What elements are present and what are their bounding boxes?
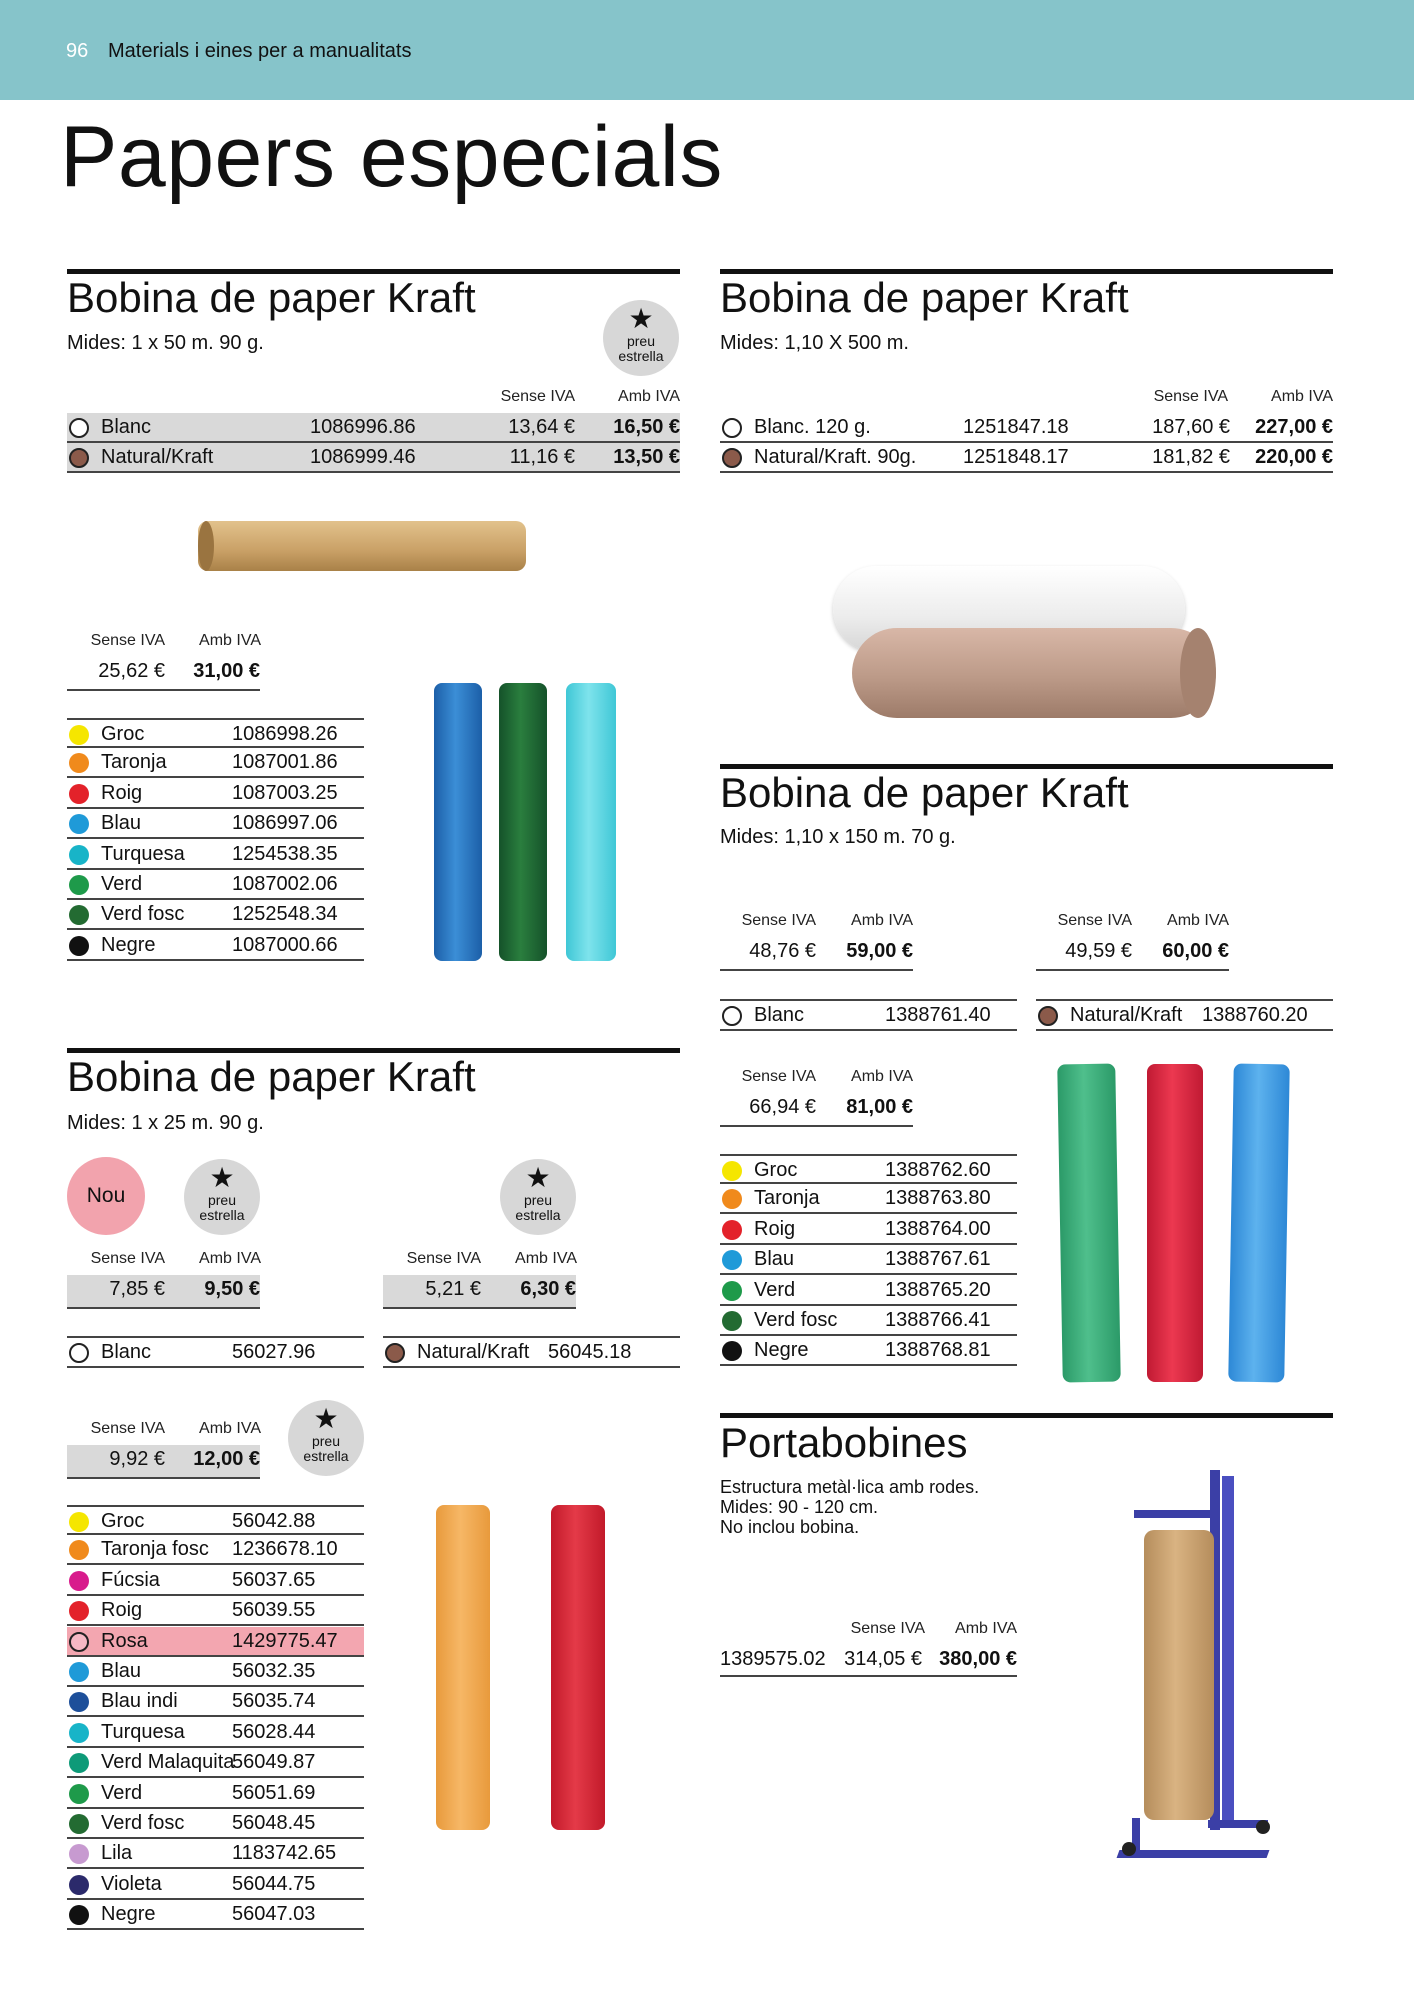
color-label: Blau: [754, 1248, 795, 1271]
color-label: Verd: [101, 1781, 143, 1804]
header-sense-iva: Sense IVA: [741, 912, 816, 929]
color-label: Verd: [754, 1278, 796, 1301]
section-title: Bobina de paper Kraft: [720, 274, 1129, 321]
color-label: Verd fosc: [101, 1812, 185, 1834]
description-line: Estructura metàl·lica amb rodes.: [720, 1477, 980, 1497]
product-code: 56047.03: [232, 1903, 316, 1926]
color-swatch: [69, 1632, 89, 1652]
color-row: [67, 1505, 364, 1535]
red-roll-image: [551, 1505, 605, 1830]
color-swatch: [69, 753, 89, 773]
color-swatch: [69, 1692, 89, 1712]
section-subtitle: Mides: 1,10 X 500 m.: [720, 332, 909, 354]
color-row: [720, 1336, 1017, 1366]
color-swatch: [69, 1905, 89, 1925]
header-sense-iva: Sense IVA: [90, 1420, 165, 1437]
description-line: No inclou bobina.: [720, 1517, 860, 1537]
color-row: [67, 1718, 364, 1748]
price-row: 48,76 € 59,00 €: [720, 937, 913, 971]
product-code: 1087000.66: [232, 933, 338, 956]
orange-roll-image: [436, 1505, 490, 1830]
color-row: [720, 1215, 1017, 1245]
color-row: [67, 748, 364, 778]
header-amb-iva: Amb IVA: [851, 912, 913, 929]
price-row: 5,21 € 6,30 €: [383, 1275, 576, 1309]
product-code: 56048.45: [232, 1812, 316, 1834]
star-icon: ★: [628, 303, 654, 334]
preu-estrella-badge: ★ preu estrella: [184, 1159, 260, 1235]
color-swatch: [69, 1814, 89, 1834]
green-roll-image: [499, 683, 547, 961]
section-subtitle: Mides: 1 x 25 m. 90 g.: [67, 1112, 264, 1134]
color-row: [67, 779, 364, 809]
color-label: Violeta: [101, 1872, 162, 1895]
color-row: [67, 1809, 364, 1839]
color-row: [720, 1184, 1017, 1214]
table-row: Natural/Kraft 1086999.46 11,16 € 13,50 €: [67, 443, 680, 473]
color-swatch: [69, 1784, 89, 1804]
color-label: Roig: [754, 1217, 796, 1240]
product-code: 1236678.10: [232, 1538, 338, 1561]
color-label: Turquesa: [101, 842, 185, 865]
color-swatch: [1038, 1006, 1058, 1026]
color-label: Rosa: [101, 1629, 148, 1652]
product-code: 1252548.34: [232, 903, 338, 926]
product-code: 1086998.26: [232, 723, 338, 745]
header-sense-iva: Sense IVA: [741, 1068, 816, 1085]
color-label: Negre: [101, 933, 156, 956]
color-label: Blau: [101, 1660, 142, 1682]
color-swatch: [69, 814, 89, 834]
star-icon: ★: [313, 1403, 339, 1434]
product-code: 56039.55: [232, 1599, 316, 1622]
top-bar: [0, 0, 1414, 100]
color-row: [720, 1245, 1017, 1275]
color-swatch: [722, 1220, 742, 1240]
color-label: Groc: [101, 723, 145, 745]
product-code: 1388767.61: [885, 1248, 991, 1271]
color-swatch: [69, 1662, 89, 1682]
table-row: Blanc 56027.96: [67, 1336, 364, 1368]
color-label: Taronja fosc: [101, 1538, 209, 1561]
product-code: 1388763.80: [885, 1187, 991, 1210]
section-name: Materials i eines per a manualitats: [108, 40, 412, 62]
color-label: Blau: [101, 812, 142, 835]
product-code: 56035.74: [232, 1690, 316, 1713]
color-row: [67, 1687, 364, 1717]
color-swatch: [722, 448, 742, 468]
color-swatch: [69, 1601, 89, 1621]
color-row: [67, 1566, 364, 1596]
price-row: 7,85 € 9,50 €: [67, 1275, 260, 1309]
green-roll-image: [1057, 1064, 1121, 1383]
product-code: 1388762.60: [885, 1159, 991, 1181]
color-swatch: [722, 1311, 742, 1331]
header-sense-iva: Sense IVA: [90, 632, 165, 649]
color-label: Groc: [754, 1159, 798, 1181]
product-code: 56042.88: [232, 1510, 316, 1532]
section-rule: [720, 1413, 1333, 1418]
header-amb-iva: Amb IVA: [199, 632, 261, 649]
color-swatch: [69, 1723, 89, 1743]
product-code: 56028.44: [232, 1720, 316, 1743]
table-row: Blanc 1086996.86 13,64 € 16,50 €: [67, 413, 680, 443]
star-icon: ★: [209, 1162, 235, 1193]
color-label: Taronja: [754, 1187, 820, 1210]
section-subtitle: Mides: 1 x 50 m. 90 g.: [67, 332, 264, 354]
header-sense-iva: Sense IVA: [406, 1250, 481, 1267]
color-label: Negre: [101, 1903, 156, 1926]
color-row: [67, 1596, 364, 1626]
header-sense-iva: Sense IVA: [500, 388, 575, 405]
color-row: [67, 1779, 364, 1809]
preu-estrella-badge: ★ preu estrella: [603, 300, 679, 376]
product-code: 1388765.20: [885, 1278, 991, 1301]
color-row: [67, 1535, 364, 1565]
color-swatch: [69, 936, 89, 956]
header-amb-iva: Amb IVA: [199, 1250, 261, 1267]
table-row: Natural/Kraft 56045.18: [383, 1336, 680, 1368]
color-row: [67, 1627, 364, 1657]
color-label: Negre: [754, 1339, 809, 1362]
header-amb-iva: Amb IVA: [199, 1420, 261, 1437]
color-swatch: [722, 1161, 742, 1181]
color-row: [67, 1839, 364, 1869]
color-row: [67, 840, 364, 870]
description-line: Mides: 90 - 120 cm.: [720, 1497, 879, 1517]
color-row: [67, 1870, 364, 1900]
color-row: [67, 1748, 364, 1778]
color-label: Verd fosc: [101, 903, 185, 926]
color-row: [67, 809, 364, 839]
product-code: 1388768.81: [885, 1339, 991, 1362]
product-code: 1254538.35: [232, 842, 338, 865]
section-title: Bobina de paper Kraft: [67, 274, 476, 321]
section-title: Bobina de paper Kraft: [67, 1053, 476, 1100]
color-row: [67, 718, 364, 748]
product-code: 1087001.86: [232, 751, 338, 774]
color-swatch: [69, 1753, 89, 1773]
color-label: Roig: [101, 781, 143, 804]
product-code: 1388766.41: [885, 1309, 991, 1331]
price-row: 49,59 € 60,00 €: [1036, 937, 1229, 971]
kraft-roll-image: [198, 521, 526, 571]
color-label: Verd fosc: [754, 1309, 838, 1331]
color-swatch: [69, 784, 89, 804]
section-title: Portabobines: [720, 1419, 968, 1466]
red-roll-image: [1147, 1064, 1203, 1382]
preu-estrella-badge: ★ preu estrella: [288, 1400, 364, 1476]
table-row: Blanc. 120 g. 1251847.18 187,60 € 227,00 €: [720, 413, 1333, 443]
product-code: 56044.75: [232, 1872, 316, 1895]
color-swatch: [722, 418, 742, 438]
color-swatch: [722, 1006, 742, 1026]
color-swatch: [722, 1341, 742, 1361]
product-code: 1087002.06: [232, 873, 338, 895]
color-swatch: [69, 418, 89, 438]
color-swatch: [69, 905, 89, 925]
color-swatch: [722, 1281, 742, 1301]
color-row: [720, 1276, 1017, 1306]
color-swatch: [69, 845, 89, 865]
product-code: 1429775.47: [232, 1629, 338, 1652]
color-swatch: [385, 1343, 405, 1363]
color-label: Verd Malaquita: [101, 1751, 235, 1774]
header-amb-iva: Amb IVA: [1271, 388, 1333, 405]
header-sense-iva: Sense IVA: [1153, 388, 1228, 405]
header-amb-iva: Amb IVA: [1167, 912, 1229, 929]
header-sense-iva: Sense IVA: [90, 1250, 165, 1267]
color-label: Verd: [101, 873, 143, 895]
product-code: 1087003.25: [232, 781, 338, 804]
color-swatch: [69, 875, 89, 895]
product-code: 56032.35: [232, 1660, 316, 1682]
table-row: 1389575.02 314,05 € 380,00 €: [720, 1645, 1017, 1677]
product-code: 56037.65: [232, 1568, 316, 1591]
product-code: 56051.69: [232, 1781, 316, 1804]
blue-roll-image: [1228, 1064, 1290, 1383]
color-swatch: [69, 1512, 89, 1532]
color-row: [67, 900, 364, 930]
product-code: 1086997.06: [232, 812, 338, 835]
header-amb-iva: Amb IVA: [955, 1620, 1017, 1637]
star-icon: ★: [525, 1162, 551, 1193]
product-code: 56049.87: [232, 1751, 316, 1774]
preu-estrella-badge: ★ preu estrella: [500, 1159, 576, 1235]
color-swatch: [69, 1343, 89, 1363]
color-swatch: [69, 725, 89, 745]
header-amb-iva: Amb IVA: [515, 1250, 577, 1267]
color-label: Roig: [101, 1599, 143, 1622]
price-row: 9,92 € 12,00 €: [67, 1445, 260, 1479]
product-code: 1183742.65: [232, 1842, 337, 1865]
color-row: [720, 1154, 1017, 1184]
price-row: 66,94 € 81,00 €: [720, 1093, 913, 1127]
new-badge: Nou: [67, 1157, 145, 1235]
color-label: Fúcsia: [101, 1568, 160, 1591]
blue-roll-image: [434, 683, 482, 961]
roll-stand-image: [1118, 1470, 1278, 1860]
color-label: Taronja: [101, 751, 167, 774]
header-amb-iva: Amb IVA: [618, 388, 680, 405]
table-row: Natural/Kraft. 90g. 1251848.17 181,82 € 220,00 €: [720, 443, 1333, 473]
kraft-big-roll-image: [852, 628, 1216, 718]
color-label: Groc: [101, 1510, 145, 1532]
section-title: Bobina de paper Kraft: [720, 769, 1129, 816]
color-swatch: [69, 1875, 89, 1895]
header-amb-iva: Amb IVA: [851, 1068, 913, 1085]
turquoise-roll-image: [566, 683, 616, 961]
section-subtitle: Mides: 1,10 x 150 m. 70 g.: [720, 826, 956, 848]
color-label: Lila: [101, 1842, 133, 1865]
color-row: [67, 1900, 364, 1930]
color-row: [720, 1306, 1017, 1336]
table-row: Blanc 1388761.40: [720, 999, 1017, 1031]
color-row: [67, 1657, 364, 1687]
color-row: [67, 870, 364, 900]
color-swatch: [722, 1250, 742, 1270]
price-row: 25,62 € 31,00 €: [67, 657, 260, 691]
table-row: Natural/Kraft 1388760.20: [1036, 999, 1333, 1031]
header-sense-iva: Sense IVA: [1057, 912, 1132, 929]
color-swatch: [69, 1540, 89, 1560]
color-swatch: [722, 1189, 742, 1209]
color-swatch: [69, 448, 89, 468]
color-swatch: [69, 1571, 89, 1591]
color-swatch: [69, 1844, 89, 1864]
page-title: Papers especials: [60, 109, 723, 205]
product-code: 1388764.00: [885, 1217, 991, 1240]
header-sense-iva: Sense IVA: [850, 1620, 925, 1637]
color-label: Blau indi: [101, 1690, 178, 1713]
color-row: [67, 931, 364, 961]
color-label: Turquesa: [101, 1720, 185, 1743]
page-number: 96: [66, 40, 89, 62]
